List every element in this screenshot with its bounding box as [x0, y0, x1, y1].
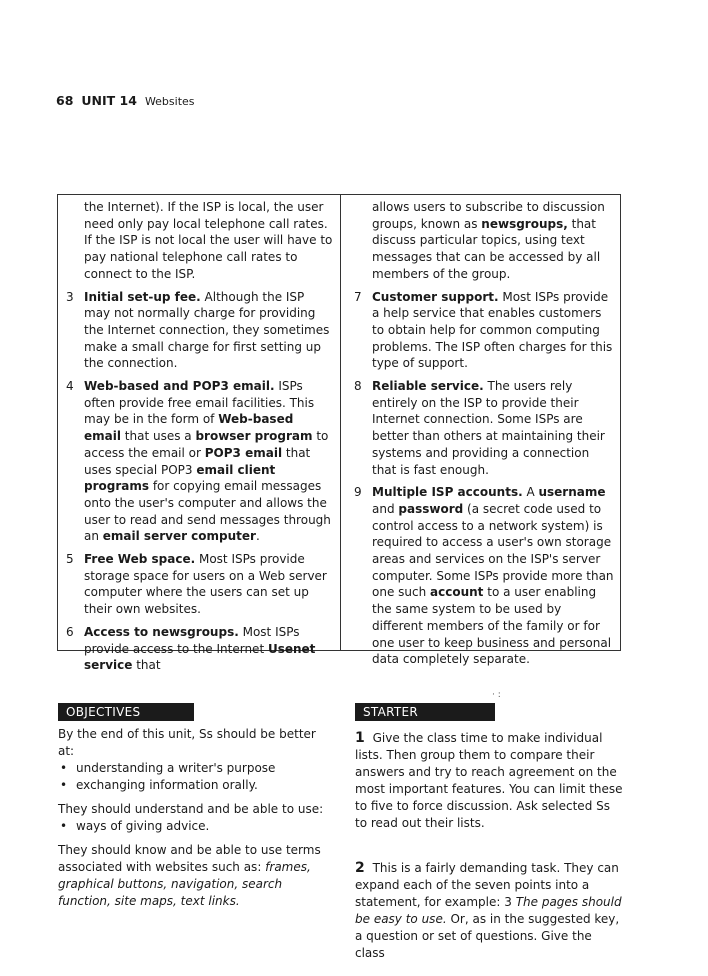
right-column: [354, 199, 616, 674]
objectives-heading: OBJECTIVES: [58, 703, 194, 721]
list-item-7: 7 Customer support. Most ISPs provide a help service that enables customers to obtain help for common computing problems. The ISP often charges for this type of support.: [354, 289, 613, 371]
list-item-6: 6 Access to newsgroups. Most ISPs provide access to the Internet Usenet service that: [66, 624, 316, 673]
list-item-5: 5 Free Web space. Most ISPs provide storage space for users on a Web server computer where the users can set up their own websites.: [66, 552, 327, 617]
objectives-intro: By the end of this unit, Ss should be better at:: [58, 727, 316, 758]
unit-label: UNIT 14: [81, 93, 137, 108]
page-number: 68: [56, 93, 74, 108]
page-header: [56, 93, 195, 108]
print-speck-decoration: · :: [492, 690, 501, 700]
starter-section: [355, 730, 625, 962]
isp-features-box: [57, 194, 621, 673]
list-item: • understanding a writer's purpose: [60, 761, 276, 775]
objectives-section: [58, 726, 333, 910]
column-divider: [340, 195, 341, 650]
starter-paragraph-2: 2 This is a fairly demanding task. They can expand each of the seven points into a statement, for example: 3 The pages should be easy to use. Or, as in the suggested key, a question or set of questions. Give the class: [355, 860, 622, 960]
starter-paragraph-1: 1 Give the class time to make individual lists. Then group them to compare their answers and try to reach agreement on the most important features. You can limit these to five to force discussion. Ask selected Ss to read out their lists.: [355, 730, 623, 830]
list-item-continuation: allows users to subscribe to discussion groups, known as newsgroups, that discuss particular topics, using text messages that can be accessed by all members of the group.: [372, 200, 605, 281]
list-item: • ways of giving advice.: [60, 819, 210, 833]
list-item-9: 9 Multiple ISP accounts. A username and password (a secret code used to control access to a network system) is required to access a user's own storage areas and services on the ISP's server computer. Some ISPs provide more than one such account to a user enabling the same system to be used by different members of the family or for one user to keep business and personal data completely separate.: [354, 485, 614, 667]
objectives-list-1: [58, 760, 333, 794]
list-item-8: 8 Reliable service. The users rely entirely on the ISP to provide their Internet connection. Some ISPs are better than others at maintaining their systems and providing a connection that is fast enough.: [354, 379, 605, 477]
list-item-3: 3 Initial set-up fee. Although the ISP may not normally charge for providing the Internet connection, they sometimes make a small charge for first setting up the connection.: [66, 289, 330, 371]
starter-heading: STARTER: [355, 703, 495, 721]
unit-topic: Websites: [144, 95, 195, 108]
list-item-4: 4 Web-based and POP3 email. ISPs often provide free email facilities. This may be in the form of Web-based email that uses a browser program to access the email or POP3 email that uses special POP3 email client programs for copying email messages onto the user's computer and allows the user to read and send messages through an email server computer.: [66, 379, 331, 544]
left-column: [66, 199, 334, 680]
list-item: • exchanging information orally.: [60, 778, 258, 792]
objectives-terms: They should know and be able to use terms associated with websites such as: frames, graphical buttons, navigation, search function, site maps, text links.: [58, 843, 321, 908]
list-item-continuation: the Internet). If the ISP is local, the user need only pay local telephone call rates. If the ISP is not local the user will have to pay national telephone call rates to connect to the ISP.: [84, 200, 333, 281]
objectives-intro-2: They should understand and be able to use:: [58, 802, 324, 816]
objectives-list-2: [58, 818, 333, 835]
